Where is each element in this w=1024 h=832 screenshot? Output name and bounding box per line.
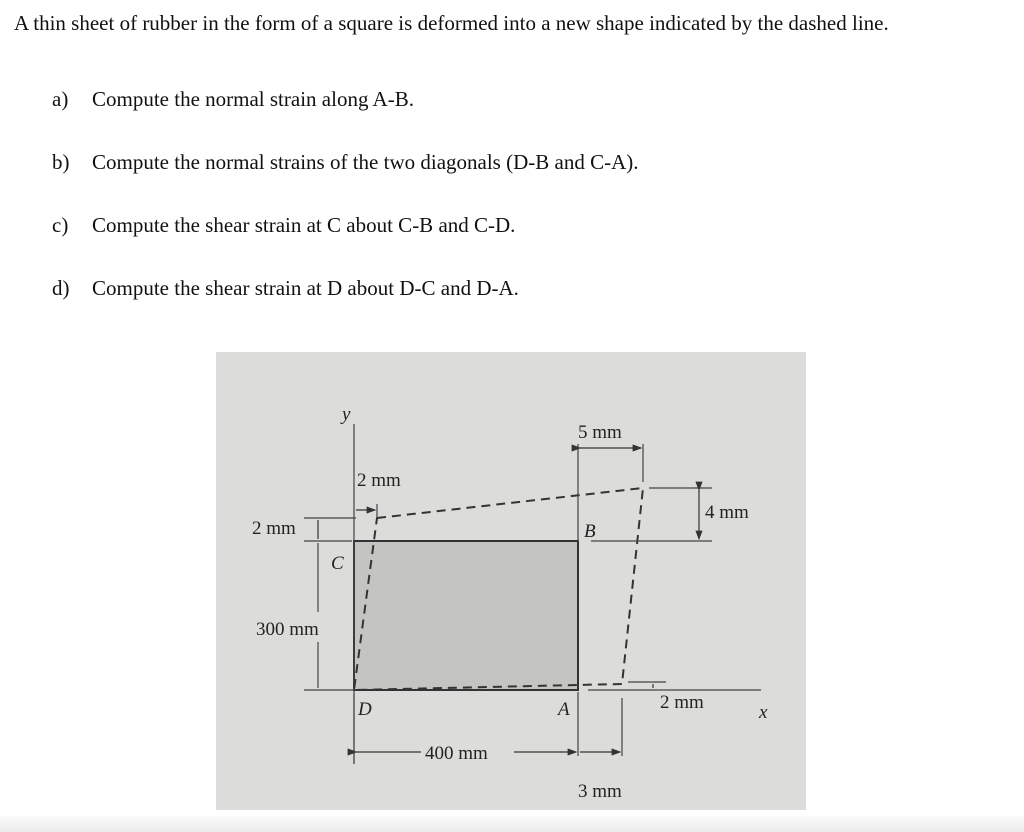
- dim-400mm: 400 mm: [425, 743, 488, 764]
- dim-5mm: 5 mm: [578, 422, 622, 443]
- x-axis-label: x: [759, 702, 768, 723]
- dim-2mm-left: 2 mm: [252, 518, 296, 539]
- point-c-label: C: [331, 553, 344, 574]
- dim-3mm: 3 mm: [578, 781, 622, 802]
- dim-2mm-top-left: 2 mm: [357, 470, 401, 491]
- dim-4mm: 4 mm: [705, 502, 749, 523]
- dim-2mm-bottom: 2 mm: [660, 692, 704, 713]
- point-a-label: A: [558, 699, 570, 720]
- question-a: a) Compute the normal strain along A-B.: [52, 87, 414, 111]
- y-axis-label: y: [342, 404, 351, 425]
- original-square: [354, 541, 578, 690]
- point-b-label: B: [584, 521, 596, 542]
- bottom-edge: [0, 816, 1024, 832]
- deformation-figure: [216, 352, 806, 810]
- point-d-label: D: [358, 699, 372, 720]
- dim-300mm: 300 mm: [256, 619, 319, 640]
- figure-svg: [216, 352, 806, 810]
- question-d: d) Compute the shear strain at D about D-C and D-A.: [52, 276, 519, 300]
- question-b: b) Compute the normal strains of the two diagonals (D-B and C-A).: [52, 150, 639, 174]
- problem-intro: A thin sheet of rubber in the form of a square is deformed into a new shape indicated by the dashed line.: [14, 11, 889, 35]
- question-c: c) Compute the shear strain at C about C-B and C-D.: [52, 213, 516, 237]
